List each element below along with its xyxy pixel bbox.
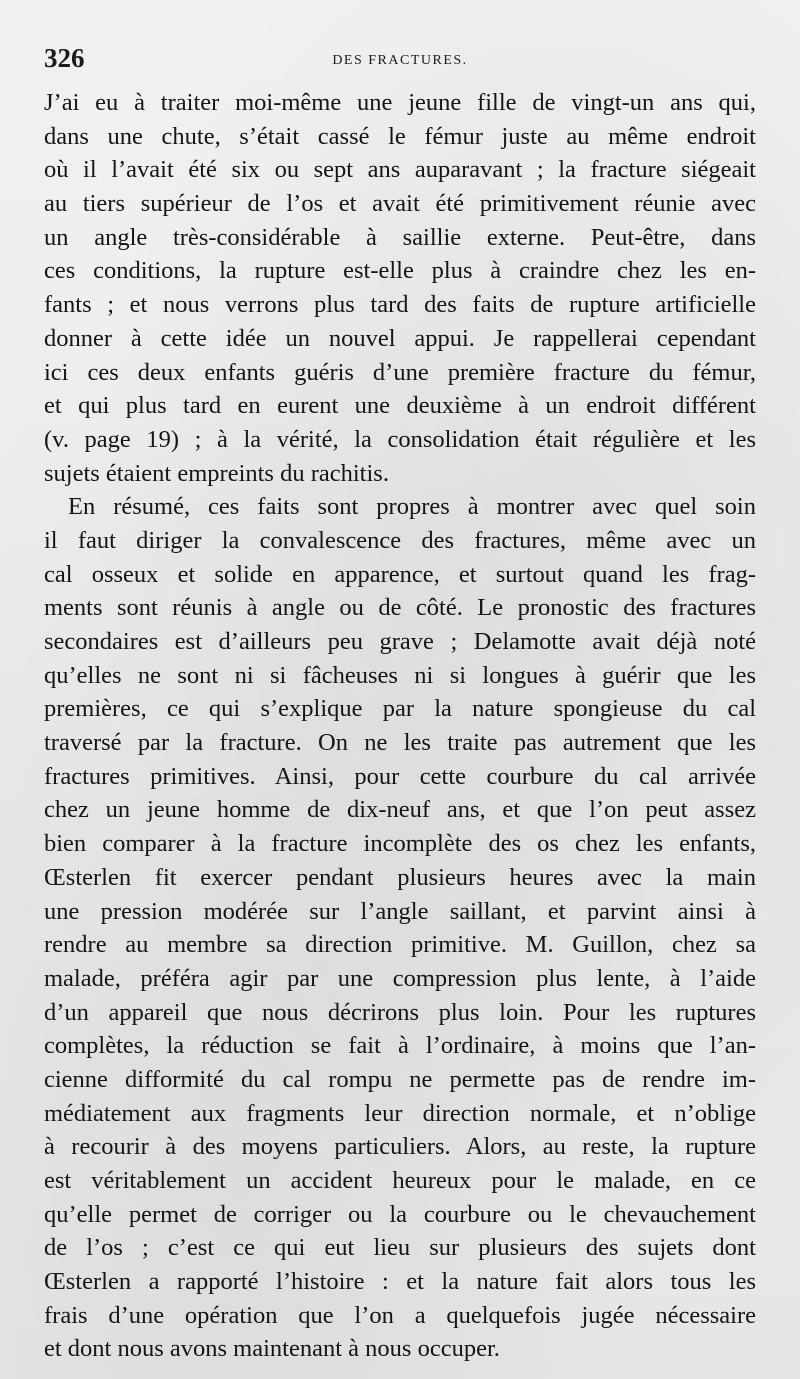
body-text bbox=[44, 86, 756, 1366]
text-line: complètes, la réduction se fait à l’ordinaire, à moins que l’an- bbox=[44, 1032, 756, 1060]
running-head: DES FRACTURES. bbox=[332, 53, 468, 68]
text-line: Œsterlen a rapporté l’histoire : et la nature fait alors tous les bbox=[44, 1268, 756, 1296]
text-line: il faut diriger la convalescence des fractures, même avec un bbox=[44, 526, 756, 554]
text-line: dans une chute, s’était cassé le fémur juste au même endroit bbox=[44, 122, 756, 150]
text-line: ments sont réunis à angle ou de côté. Le pronostic des fractures bbox=[44, 594, 756, 622]
text-line: Œsterlen fit exercer pendant plusieurs heures avec la main bbox=[44, 863, 756, 891]
text-line: d’un appareil que nous décrirons plus loin. Pour les ruptures bbox=[44, 998, 756, 1026]
text-line: chez un jeune homme de dix-neuf ans, et que l’on peut assez bbox=[44, 796, 756, 824]
text-line: bien comparer à la fracture incomplète des os chez les enfants, bbox=[44, 830, 756, 858]
text-line: frais d’une opération que l’on a quelquefois jugée nécessaire bbox=[44, 1301, 756, 1329]
text-line: En résumé, ces faits sont propres à montrer avec quel soin bbox=[68, 493, 756, 521]
text-line: fants ; et nous verrons plus tard des faits de rupture artificielle bbox=[44, 291, 756, 319]
text-line: J’ai eu à traiter moi-même une jeune fille de vingt-un ans qui, bbox=[44, 89, 756, 116]
text-line: au tiers supérieur de l’os et avait été primitivement réunie avec bbox=[44, 190, 756, 218]
text-line: et qui plus tard en eurent une deuxième à un endroit différent bbox=[44, 392, 756, 420]
page-header bbox=[44, 42, 756, 78]
text-line: de l’os ; c’est ce qui eut lieu sur plusieurs des sujets dont bbox=[44, 1234, 756, 1262]
text-line: premières, ce qui s’explique par la nature spongieuse du cal bbox=[44, 695, 756, 723]
text-line: fractures primitives. Ainsi, pour cette courbure du cal arrivée bbox=[44, 762, 756, 790]
text-line: (v. page 19) ; à la vérité, la consolidation était régulière et les bbox=[44, 425, 756, 453]
text-line: secondaires est d’ailleurs peu grave ; Delamotte avait déjà noté bbox=[44, 628, 756, 655]
text-line: ces conditions, la rupture est-elle plus à craindre chez les en- bbox=[44, 257, 756, 285]
text-line: ici ces deux enfants guéris d’une première fracture du fémur, bbox=[44, 358, 756, 386]
text-line: qu’elle permet de corriger ou la courbure ou le chevauchement bbox=[44, 1200, 756, 1228]
paragraph bbox=[44, 86, 756, 490]
text-line: donner à cette idée un nouvel appui. Je rappellerai cependant bbox=[44, 324, 756, 352]
text-line: qu’elles ne sont ni si fâcheuses ni si longues à guérir que les bbox=[44, 661, 756, 689]
text-line: où il l’avait été six ou sept ans auparavant ; la fracture siégeait bbox=[44, 156, 756, 184]
text-line: malade, préféra agir par une compression plus lente, à l’aide bbox=[44, 964, 756, 992]
page-number: 326 bbox=[44, 43, 85, 73]
text-line: cienne difformité du cal rompu ne permette pas de rendre im- bbox=[44, 1065, 756, 1093]
text-line: un angle très-considérable à saillie externe. Peut-être, dans bbox=[44, 223, 756, 251]
paragraph bbox=[44, 490, 756, 1366]
text-line: une pression modérée sur l’angle saillant, et parvint ainsi à bbox=[44, 897, 756, 925]
text-line: traversé par la fracture. On ne les traite pas autrement que les bbox=[44, 729, 756, 757]
text-line: et dont nous avons maintenant à nous occuper. bbox=[44, 1335, 500, 1363]
text-line: à recourir à des moyens particuliers. Alors, au reste, la rupture bbox=[44, 1133, 756, 1161]
text-line: sujets étaient empreints du rachitis. bbox=[44, 459, 389, 487]
text-line: est véritablement un accident heureux pour le malade, en ce bbox=[44, 1167, 756, 1194]
text-line: rendre au membre sa direction primitive. M. Guillon, chez sa bbox=[44, 931, 756, 959]
text-line: cal osseux et solide en apparence, et surtout quand les frag- bbox=[44, 560, 756, 588]
text-line: médiatement aux fragments leur direction normale, et n’oblige bbox=[44, 1099, 756, 1127]
